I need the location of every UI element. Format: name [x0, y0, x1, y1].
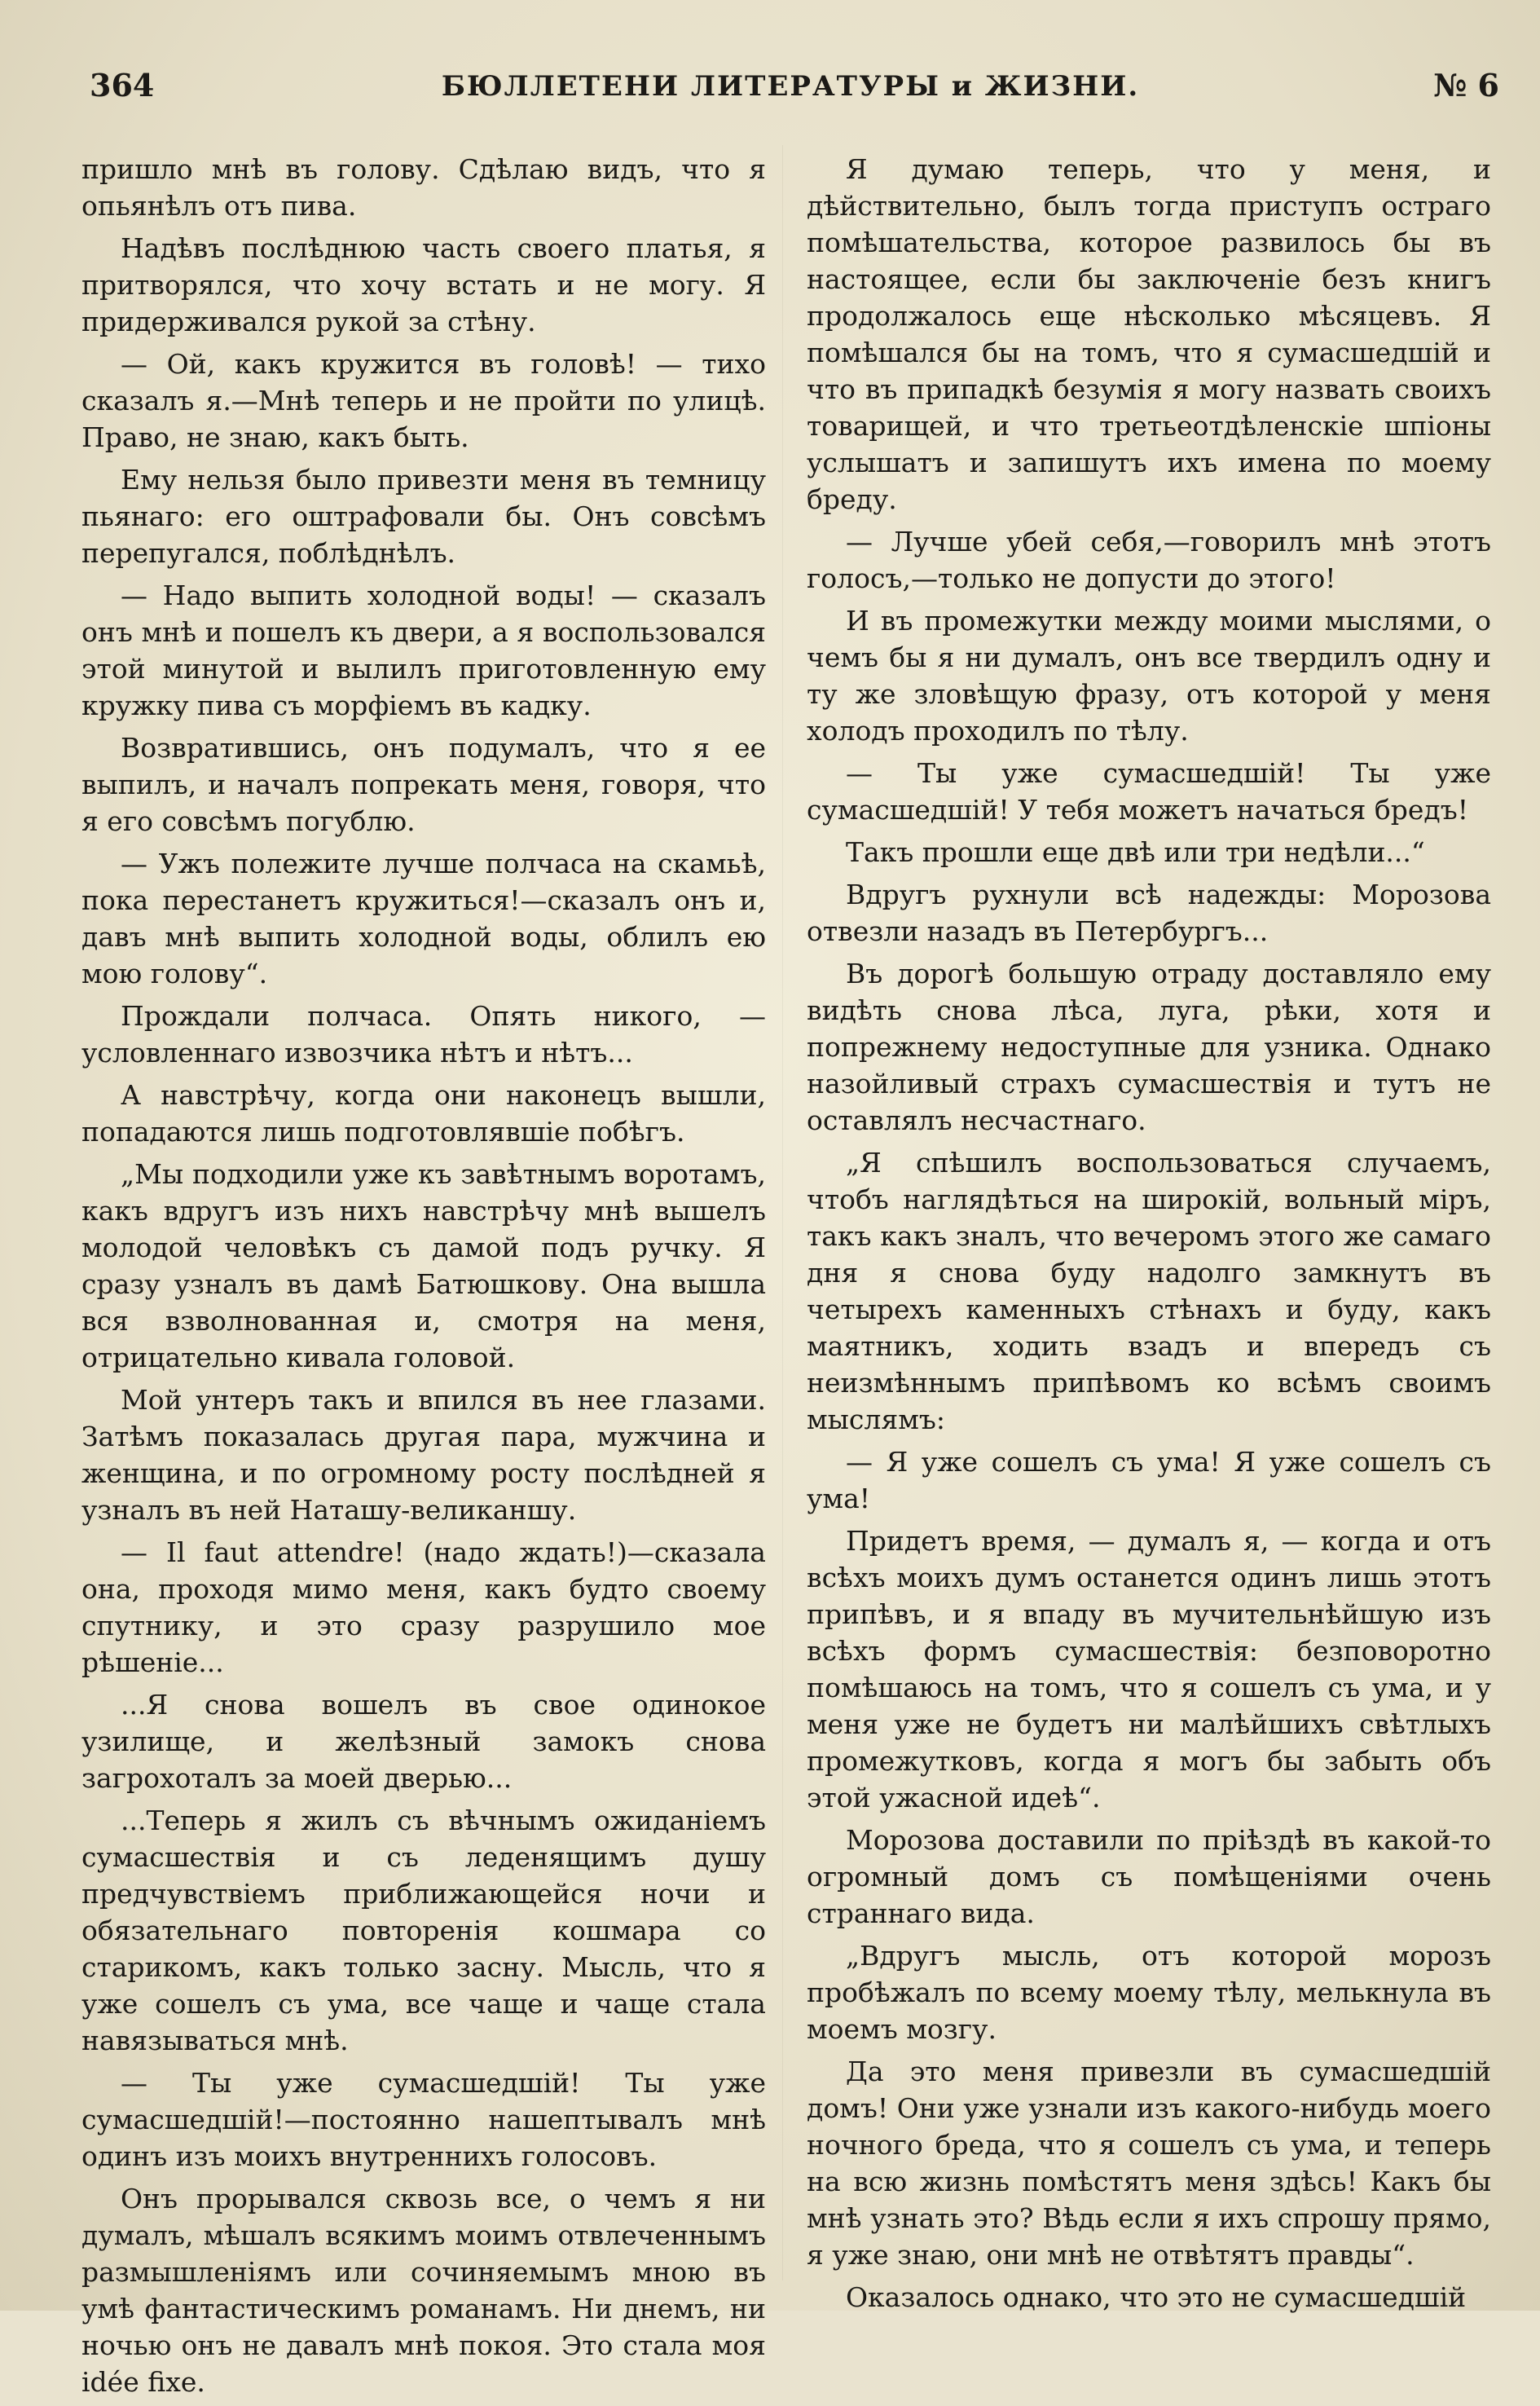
paragraph: — Ой, какъ кружится въ головѣ! — тихо сказалъ я.—Мнѣ теперь и не пройти по улицѣ. Право, не знаю, какъ быть. — [81, 348, 766, 453]
paragraph: „Я спѣшилъ воспользоваться случаемъ, чтобъ наглядѣться на широкій, вольный міръ, такъ какъ зналъ, что вечеромъ этого же самаго дня я снова буду надолго замкнутъ въ четырехъ каменныхъ стѣнахъ и буду, какъ маятникъ, ходить взадъ и впередъ съ неизмѣннымъ припѣвомъ ко всѣмъ своимъ мыслямъ: — [807, 1147, 1491, 1435]
paragraph: „Мы подходили уже къ завѣтнымъ воротамъ, какъ вдругъ изъ нихъ навстрѣчу мнѣ вышелъ молодой человѣкъ съ дамой подъ ручку. Я сразу узналъ въ дамѣ Батюшкову. Она вышла вся взволнованная и, смотря на меня, отрицательно кивала головой. — [81, 1158, 766, 1373]
paragraph: ...Теперь я жилъ съ вѣчнымъ ожиданіемъ сумасшествія и съ леденящимъ душу предчувствіемъ приближающейся ночи и обязательнаго повторенія кошмара со старикомъ, какъ только засну. Мысль, что я уже сошелъ съ ума, все чаще и чаще стала навязываться мнѣ. — [81, 1804, 766, 2056]
paragraph: Ему нельзя было привезти меня въ темницу пьянаго: его оштрафовали бы. Онъ совсѣмъ перепугался, поблѣднѣлъ. — [81, 464, 766, 569]
issue-number: № 6 — [1433, 67, 1499, 104]
right-column — [807, 151, 1491, 2321]
paragraph: ...Я снова вошелъ въ свое одинокое узилище, и желѣзный замокъ снова загрохоталъ за моей дверью... — [81, 1689, 766, 1794]
paragraph: — Ты уже сумасшедшій! Ты уже сумасшедшій!—постоянно нашептывалъ мнѣ одинъ изъ моихъ внутреннихъ голосовъ. — [81, 2067, 766, 2172]
paragraph: Возвратившись, онъ подумалъ, что я ее выпилъ, и началъ попрекать меня, говоря, что я его совсѣмъ погублю. — [81, 732, 766, 837]
left-column — [81, 151, 766, 2406]
paragraph: — Ты уже сумасшедшій! Ты уже сумасшедшій! У тебя можетъ начаться бредъ! — [807, 757, 1491, 826]
paragraph: — Il faut attendre! (надо ждать!)—сказала она, проходя мимо меня, какъ будто своему спутнику, и это сразу разрушило мое рѣшеніе... — [81, 1536, 766, 1678]
paragraph: Придетъ время, — думалъ я, — когда и отъ всѣхъ моихъ думъ останется одинъ лишь этотъ припѣвъ, и я впаду въ мучительнѣйшую изъ всѣхъ формъ сумасшествія: безповоротно помѣшаюсь на томъ, что я сошелъ съ ума, и у меня уже не будетъ ни малѣйшихъ свѣтлыхъ промежутковъ, когда я могъ бы забыть объ этой ужасной идеѣ“. — [807, 1525, 1491, 1813]
paragraph: И въ промежутки между моими мыслями, о чемъ бы я ни думалъ, онъ все твердилъ одну и ту же зловѣщую фразу, отъ которой у меня холодъ проходилъ по тѣлу. — [807, 605, 1491, 747]
paragraph: Я думаю теперь, что у меня, и дѣйствительно, былъ тогда приступъ остраго помѣшательства, которое развилось бы въ настоящее, если бы заключеніе безъ книгъ продолжалось еще нѣсколько мѣсяцевъ. Я помѣшался бы на томъ, что я сумасшедшій и что въ припадкѣ безумія я могу назвать своихъ товарищей, и что третьеотдѣленскіе шпіоны услышатъ и запишутъ ихъ имена по моему бреду. — [807, 153, 1491, 515]
paragraph: Онъ прорывался сквозь все, о чемъ я ни думалъ, мѣшалъ всякимъ моимъ отвлеченнымъ размышленіямъ или сочиняемымъ мною въ умѣ фантастическимъ романамъ. Ни днемъ, ни ночью онъ не давалъ мнѣ покоя. Это стала моя idée fixe. — [81, 2183, 766, 2398]
paragraph: Оказалось однако, что это не сумасшедшій — [846, 2281, 1467, 2313]
column-divider — [782, 145, 783, 2280]
paragraph: — Надо выпить холодной воды! — сказалъ онъ мнѣ и пошелъ къ двери, а я воспользовался этой минутой и вылилъ приготовленную ему кружку пива съ морфіемъ въ кадку. — [81, 579, 766, 721]
paragraph: А навстрѣчу, когда они наконецъ вышли, попадаются лишь подготовлявшіе побѣгъ. — [81, 1079, 766, 1148]
paragraph: Въ дорогѣ большую отраду доставляло ему видѣть снова лѣса, луга, рѣки, хотя и попрежнему недоступные для узника. Однако назойливый страхъ сумасшествія и тутъ не оставлялъ несчастнаго. — [807, 958, 1491, 1136]
paragraph: Мой унтеръ такъ и впился въ нее глазами. Затѣмъ показалась другая пара, мужчина и женщина, и по огромному росту послѣдней я узналъ въ ней Наташу-великаншу. — [81, 1384, 766, 1526]
paragraph: Морозова доставили по пріѣздѣ въ какой-то огромный домъ съ помѣщеніями очень страннаго вида. — [807, 1824, 1491, 1929]
journal-title: БЮЛЛЕТЕНИ ЛИТЕРАТУРЫ и ЖИЗНИ. — [441, 70, 1140, 103]
paragraph: — Лучше убей себя,—говорилъ мнѣ этотъ голосъ,—только не допусти до этого! — [807, 526, 1491, 594]
paragraph: Вдругъ рухнули всѣ надежды: Морозова отвезли назадъ въ Петербургъ... — [807, 879, 1491, 947]
paragraph: пришло мнѣ въ голову. Сдѣлаю видъ, что я опьянѣлъ отъ пива. — [81, 153, 766, 222]
paragraph: Да это меня привезли въ сумасшедшій домъ! Они уже узнали изъ какого-нибудь моего ночного бреда, что я сошелъ съ ума, и теперь на всю жизнь помѣстятъ меня здѣсь! Какъ бы мнѣ узнать это? Вѣдь если я ихъ спрошу прямо, я уже знаю, они мнѣ не отвѣтятъ правды“. — [807, 2056, 1491, 2271]
page-number: 364 — [90, 67, 155, 104]
paragraph: Такъ прошли еще двѣ или три недѣли...“ — [846, 836, 1425, 868]
paragraph: — Я уже сошелъ съ ума! Я уже сошелъ съ ума! — [807, 1446, 1491, 1514]
paragraph: Надѣвъ послѣднюю часть своего платья, я притворялся, что хочу встать и не могу. Я придерживался рукой за стѣну. — [81, 232, 766, 337]
paragraph: Прождали полчаса. Опять никого, — условленнаго извозчика нѣтъ и нѣтъ... — [81, 1000, 766, 1069]
page-header — [81, 67, 1499, 116]
paragraph: — Ужъ полежите лучше полчаса на скамьѣ, пока перестанетъ кружиться!—сказалъ онъ и, давъ мнѣ выпить холодной воды, облилъ ею мою голову“. — [81, 848, 766, 989]
paragraph: „Вдругъ мысль, отъ которой морозъ пробѣжалъ по всему моему тѣлу, мелькнула въ моемъ мозгу. — [807, 1940, 1491, 2045]
